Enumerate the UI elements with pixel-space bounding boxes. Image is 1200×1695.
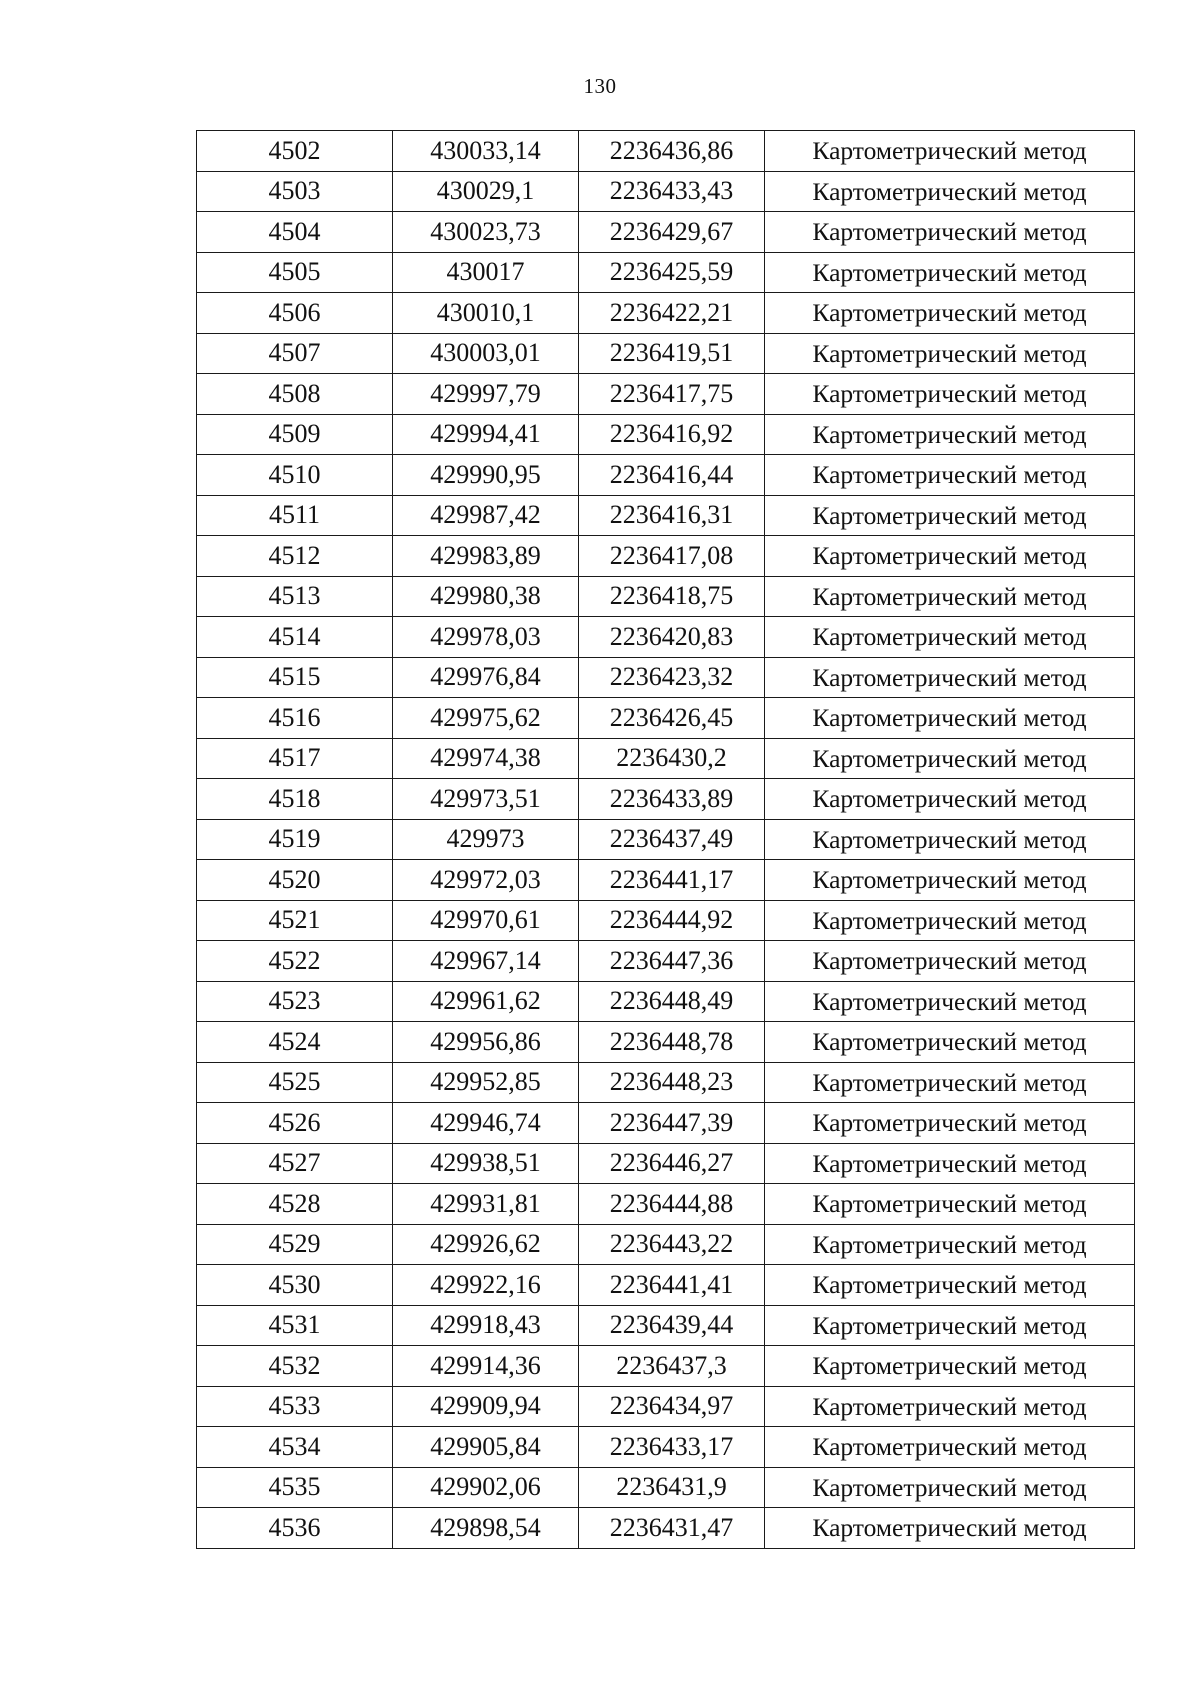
point-number-cell: 4513 (197, 576, 393, 617)
table-row (197, 1467, 1135, 1508)
table-row (197, 212, 1135, 253)
coordinates-table-body (197, 131, 1135, 1549)
point-number-cell: 4511 (197, 495, 393, 536)
table-row (197, 1427, 1135, 1468)
point-number-cell: 4518 (197, 779, 393, 820)
x-coordinate-cell: 429926,62 (393, 1224, 579, 1265)
x-coordinate-cell: 429931,81 (393, 1184, 579, 1225)
table-row (197, 1143, 1135, 1184)
method-cell: Картометрический метод (765, 941, 1135, 982)
point-number-cell: 4505 (197, 252, 393, 293)
y-coordinate-cell: 2236425,59 (579, 252, 765, 293)
y-coordinate-cell: 2236423,32 (579, 657, 765, 698)
point-number-cell: 4528 (197, 1184, 393, 1225)
y-coordinate-cell: 2236447,39 (579, 1103, 765, 1144)
x-coordinate-cell: 429956,86 (393, 1022, 579, 1063)
table-row (197, 1022, 1135, 1063)
x-coordinate-cell: 429978,03 (393, 617, 579, 658)
method-cell: Картометрический метод (765, 698, 1135, 739)
x-coordinate-cell: 430029,1 (393, 171, 579, 212)
point-number-cell: 4521 (197, 900, 393, 941)
method-cell: Картометрический метод (765, 374, 1135, 415)
point-number-cell: 4519 (197, 819, 393, 860)
table-row (197, 576, 1135, 617)
x-coordinate-cell: 430033,14 (393, 131, 579, 172)
table-row (197, 1386, 1135, 1427)
point-number-cell: 4535 (197, 1467, 393, 1508)
y-coordinate-cell: 2236448,78 (579, 1022, 765, 1063)
method-cell: Картометрический метод (765, 779, 1135, 820)
method-cell: Картометрический метод (765, 1184, 1135, 1225)
coordinates-table (196, 130, 1135, 1549)
x-coordinate-cell: 429961,62 (393, 981, 579, 1022)
table-row (197, 860, 1135, 901)
y-coordinate-cell: 2236439,44 (579, 1305, 765, 1346)
x-coordinate-cell: 429975,62 (393, 698, 579, 739)
x-coordinate-cell: 429922,16 (393, 1265, 579, 1306)
method-cell: Картометрический метод (765, 212, 1135, 253)
table-row (197, 414, 1135, 455)
method-cell: Картометрический метод (765, 617, 1135, 658)
method-cell: Картометрический метод (765, 455, 1135, 496)
method-cell: Картометрический метод (765, 1427, 1135, 1468)
y-coordinate-cell: 2236448,23 (579, 1062, 765, 1103)
x-coordinate-cell: 430017 (393, 252, 579, 293)
y-coordinate-cell: 2236431,9 (579, 1467, 765, 1508)
method-cell: Картометрический метод (765, 1265, 1135, 1306)
x-coordinate-cell: 429973,51 (393, 779, 579, 820)
table-row (197, 495, 1135, 536)
table-row (197, 333, 1135, 374)
x-coordinate-cell: 429976,84 (393, 657, 579, 698)
y-coordinate-cell: 2236420,83 (579, 617, 765, 658)
page-number: 130 (583, 74, 617, 98)
method-cell: Картометрический метод (765, 1508, 1135, 1549)
point-number-cell: 4502 (197, 131, 393, 172)
method-cell: Картометрический метод (765, 536, 1135, 577)
x-coordinate-cell: 429980,38 (393, 576, 579, 617)
method-cell: Картометрический метод (765, 333, 1135, 374)
method-cell: Картометрический метод (765, 293, 1135, 334)
y-coordinate-cell: 2236433,43 (579, 171, 765, 212)
point-number-cell: 4536 (197, 1508, 393, 1549)
y-coordinate-cell: 2236431,47 (579, 1508, 765, 1549)
y-coordinate-cell: 2236429,67 (579, 212, 765, 253)
point-number-cell: 4503 (197, 171, 393, 212)
method-cell: Картометрический метод (765, 657, 1135, 698)
x-coordinate-cell: 429987,42 (393, 495, 579, 536)
method-cell: Картометрический метод (765, 1386, 1135, 1427)
y-coordinate-cell: 2236433,17 (579, 1427, 765, 1468)
table-row (197, 131, 1135, 172)
x-coordinate-cell: 429909,94 (393, 1386, 579, 1427)
x-coordinate-cell: 429918,43 (393, 1305, 579, 1346)
table-row (197, 779, 1135, 820)
x-coordinate-cell: 429997,79 (393, 374, 579, 415)
point-number-cell: 4517 (197, 738, 393, 779)
y-coordinate-cell: 2236422,21 (579, 293, 765, 334)
x-coordinate-cell: 429983,89 (393, 536, 579, 577)
y-coordinate-cell: 2236437,3 (579, 1346, 765, 1387)
method-cell: Картометрический метод (765, 1062, 1135, 1103)
table-row (197, 981, 1135, 1022)
point-number-cell: 4510 (197, 455, 393, 496)
x-coordinate-cell: 430023,73 (393, 212, 579, 253)
method-cell: Картометрический метод (765, 1103, 1135, 1144)
table-row (197, 1062, 1135, 1103)
y-coordinate-cell: 2236417,08 (579, 536, 765, 577)
y-coordinate-cell: 2236443,22 (579, 1224, 765, 1265)
method-cell: Картометрический метод (765, 576, 1135, 617)
point-number-cell: 4506 (197, 293, 393, 334)
table-row (197, 455, 1135, 496)
x-coordinate-cell: 429898,54 (393, 1508, 579, 1549)
x-coordinate-cell: 429905,84 (393, 1427, 579, 1468)
y-coordinate-cell: 2236444,88 (579, 1184, 765, 1225)
y-coordinate-cell: 2236419,51 (579, 333, 765, 374)
method-cell: Картометрический метод (765, 414, 1135, 455)
y-coordinate-cell: 2236434,97 (579, 1386, 765, 1427)
y-coordinate-cell: 2236444,92 (579, 900, 765, 941)
y-coordinate-cell: 2236416,31 (579, 495, 765, 536)
point-number-cell: 4512 (197, 536, 393, 577)
x-coordinate-cell: 429994,41 (393, 414, 579, 455)
y-coordinate-cell: 2236430,2 (579, 738, 765, 779)
x-coordinate-cell: 429952,85 (393, 1062, 579, 1103)
table-row (197, 171, 1135, 212)
point-number-cell: 4529 (197, 1224, 393, 1265)
table-row (197, 1103, 1135, 1144)
y-coordinate-cell: 2236417,75 (579, 374, 765, 415)
table-row (197, 1184, 1135, 1225)
method-cell: Картометрический метод (765, 1022, 1135, 1063)
y-coordinate-cell: 2236447,36 (579, 941, 765, 982)
method-cell: Картометрический метод (765, 171, 1135, 212)
table-row (197, 293, 1135, 334)
method-cell: Картометрический метод (765, 131, 1135, 172)
table-row (197, 1508, 1135, 1549)
point-number-cell: 4504 (197, 212, 393, 253)
x-coordinate-cell: 429902,06 (393, 1467, 579, 1508)
x-coordinate-cell: 429990,95 (393, 455, 579, 496)
table-row (197, 819, 1135, 860)
table-row (197, 738, 1135, 779)
point-number-cell: 4522 (197, 941, 393, 982)
method-cell: Картометрический метод (765, 1346, 1135, 1387)
point-number-cell: 4532 (197, 1346, 393, 1387)
method-cell: Картометрический метод (765, 738, 1135, 779)
point-number-cell: 4533 (197, 1386, 393, 1427)
table-row (197, 1346, 1135, 1387)
y-coordinate-cell: 2236433,89 (579, 779, 765, 820)
point-number-cell: 4531 (197, 1305, 393, 1346)
x-coordinate-cell: 429967,14 (393, 941, 579, 982)
point-number-cell: 4508 (197, 374, 393, 415)
table-row (197, 941, 1135, 982)
point-number-cell: 4516 (197, 698, 393, 739)
method-cell: Картометрический метод (765, 1305, 1135, 1346)
y-coordinate-cell: 2236441,41 (579, 1265, 765, 1306)
method-cell: Картометрический метод (765, 1224, 1135, 1265)
y-coordinate-cell: 2236441,17 (579, 860, 765, 901)
method-cell: Картометрический метод (765, 495, 1135, 536)
point-number-cell: 4524 (197, 1022, 393, 1063)
table-row (197, 1224, 1135, 1265)
y-coordinate-cell: 2236416,44 (579, 455, 765, 496)
table-row (197, 617, 1135, 658)
y-coordinate-cell: 2236418,75 (579, 576, 765, 617)
x-coordinate-cell: 430010,1 (393, 293, 579, 334)
table-row (197, 900, 1135, 941)
method-cell: Картометрический метод (765, 1143, 1135, 1184)
x-coordinate-cell: 429938,51 (393, 1143, 579, 1184)
y-coordinate-cell: 2236426,45 (579, 698, 765, 739)
table-row (197, 1305, 1135, 1346)
x-coordinate-cell: 429974,38 (393, 738, 579, 779)
point-number-cell: 4527 (197, 1143, 393, 1184)
method-cell: Картометрический метод (765, 819, 1135, 860)
point-number-cell: 4525 (197, 1062, 393, 1103)
x-coordinate-cell: 430003,01 (393, 333, 579, 374)
y-coordinate-cell: 2236436,86 (579, 131, 765, 172)
method-cell: Картометрический метод (765, 900, 1135, 941)
x-coordinate-cell: 429914,36 (393, 1346, 579, 1387)
method-cell: Картометрический метод (765, 252, 1135, 293)
point-number-cell: 4534 (197, 1427, 393, 1468)
y-coordinate-cell: 2236437,49 (579, 819, 765, 860)
point-number-cell: 4520 (197, 860, 393, 901)
x-coordinate-cell: 429970,61 (393, 900, 579, 941)
table-row (197, 698, 1135, 739)
x-coordinate-cell: 429972,03 (393, 860, 579, 901)
y-coordinate-cell: 2236446,27 (579, 1143, 765, 1184)
point-number-cell: 4514 (197, 617, 393, 658)
x-coordinate-cell: 429973 (393, 819, 579, 860)
point-number-cell: 4515 (197, 657, 393, 698)
point-number-cell: 4530 (197, 1265, 393, 1306)
table-row (197, 252, 1135, 293)
method-cell: Картометрический метод (765, 860, 1135, 901)
point-number-cell: 4526 (197, 1103, 393, 1144)
y-coordinate-cell: 2236448,49 (579, 981, 765, 1022)
table-row (197, 374, 1135, 415)
point-number-cell: 4509 (197, 414, 393, 455)
table-row (197, 536, 1135, 577)
method-cell: Картометрический метод (765, 981, 1135, 1022)
point-number-cell: 4523 (197, 981, 393, 1022)
x-coordinate-cell: 429946,74 (393, 1103, 579, 1144)
table-row (197, 657, 1135, 698)
point-number-cell: 4507 (197, 333, 393, 374)
table-row (197, 1265, 1135, 1306)
y-coordinate-cell: 2236416,92 (579, 414, 765, 455)
method-cell: Картометрический метод (765, 1467, 1135, 1508)
